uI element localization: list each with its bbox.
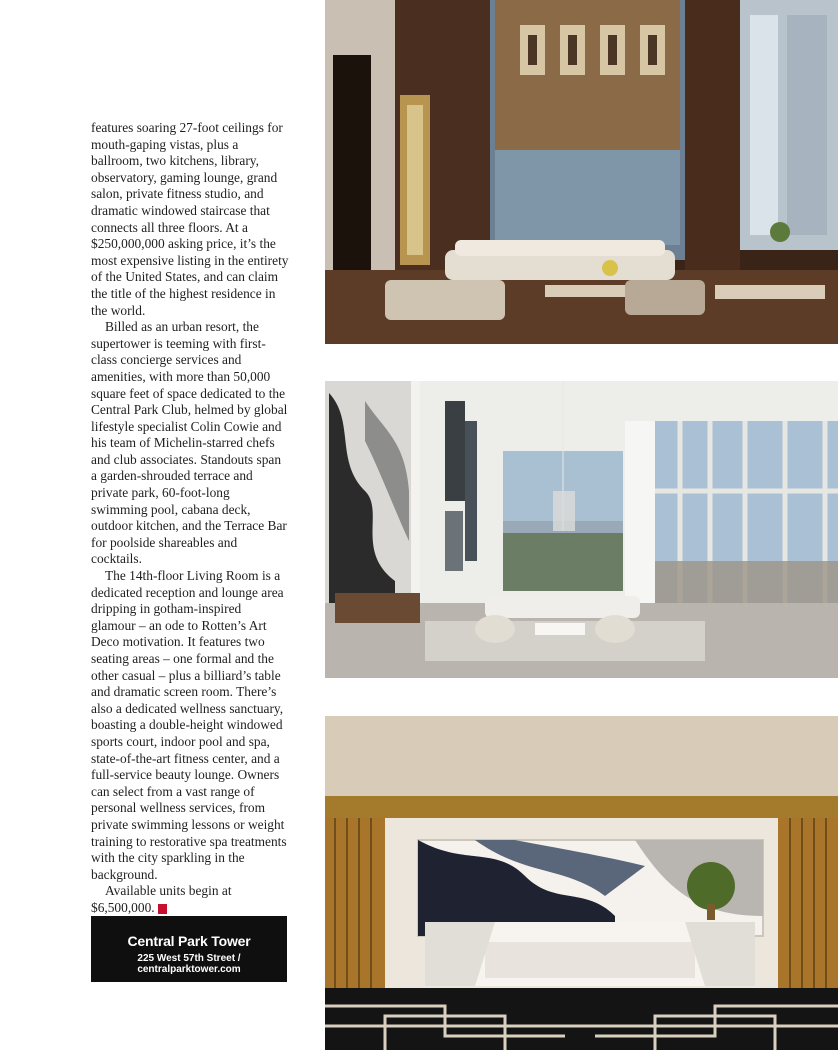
article-paragraph-1: features soaring 27-foot ceilings for mouth-gaping vistas, plus a ballroom, two kitchens, library, observatory, gaming lounge, grand salon, private fitness studio, and dramatic windowed staircase that connects all three floors. At a $250,000,000 asking price, it’s the most expensive listing in the entirety of the United States, and can claim the title of the highest residence in the world. <box>91 120 289 318</box>
property-info-box <box>91 916 287 982</box>
article-paragraph-2: Billed as an urban resort, the supertower is teeming with first-class concierge services and amenities, with more than 50,000 square feet of space dedicated to the Central Park Club, helmed by global lifestyle specialist Colin Cowie and his team of Michelin-starred chefs and club associates. Standouts span a garden-shrouded terrace and private park, 60-foot-long swimming pool, cabana deck, outdoor kitchen, and the Terrace Bar for poolside shareables and cocktails. <box>91 319 288 567</box>
property-name: Central Park Tower <box>127 933 251 949</box>
article-text-column <box>91 120 289 917</box>
photo-reception <box>325 716 838 1050</box>
photo-living-room <box>325 381 838 678</box>
grand-salon-illustration <box>325 0 838 344</box>
photo-grand-salon <box>325 0 838 344</box>
closing-sentence: Available units begin at $6,500,000. <box>91 883 232 915</box>
end-mark-icon: I <box>158 904 167 914</box>
article-paragraph-3: The 14th-floor Living Room is a dedicated reception and lounge area dripping in gotham-inspired glamour – an ode to Rotten’s Art Deco motivation. It features two seating areas – one formal and the other casual – plus a billiard’s table and dramatic screen room. There’s also a dedicated wellness sanctuary, boasting a double-height windowed sports court, indoor pool and spa, state-of-the-art fitness center, and a full-service beauty lounge. Owners can select from a vast range of personal wellness services, from private swimming lessons or weight training to restorative spa treatments with the city sparkling in the background. <box>91 568 287 882</box>
living-room-illustration <box>325 381 838 678</box>
property-address: 225 West 57th Street / centralparktower.com <box>137 953 241 975</box>
reception-illustration <box>325 716 838 1050</box>
article-paragraph-4 <box>91 883 289 916</box>
